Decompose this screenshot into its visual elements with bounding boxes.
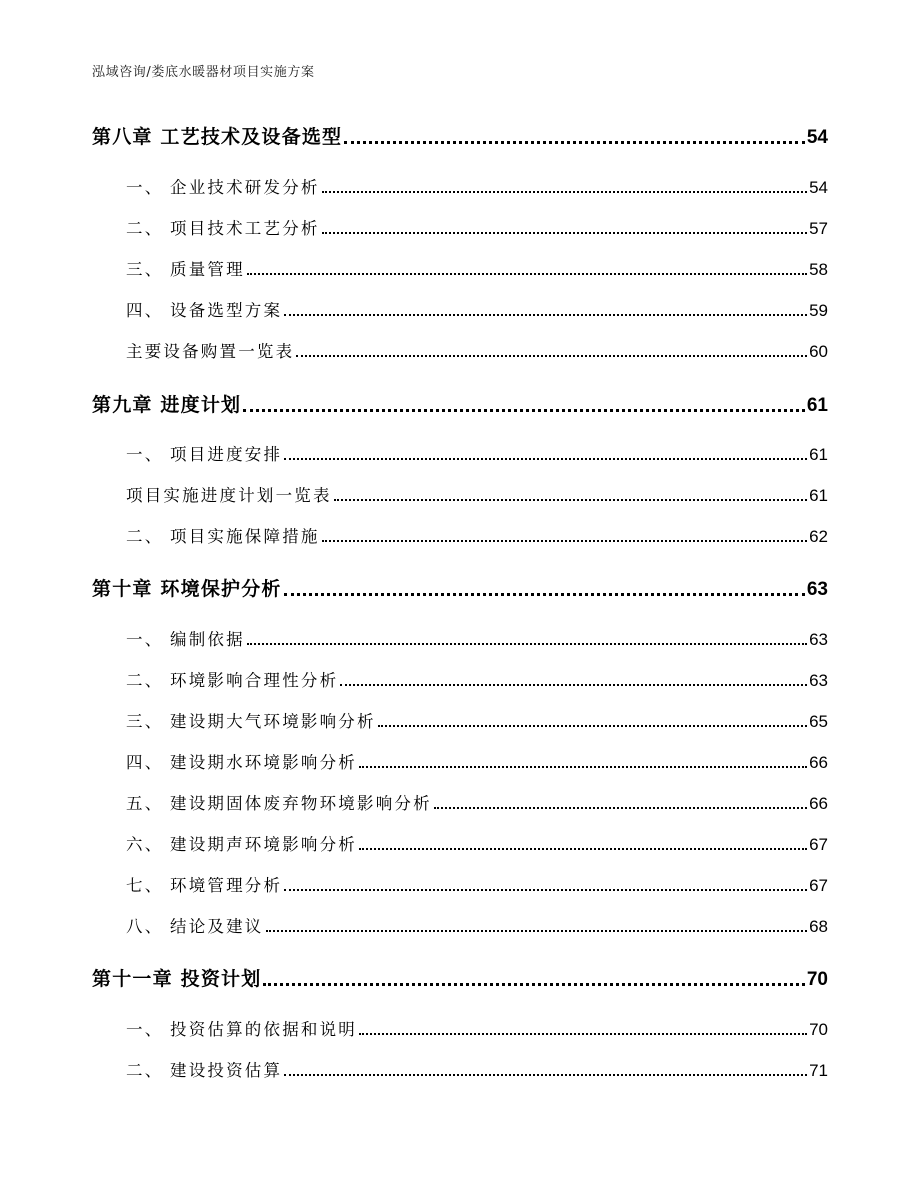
toc-entry-number: 三、 <box>126 712 164 731</box>
toc-entry-number: 二、 <box>126 671 164 690</box>
toc-entry-number: 四、 <box>126 753 164 772</box>
toc-section-entry[interactable] <box>126 667 828 691</box>
toc-section-entry[interactable] <box>126 338 828 362</box>
toc-page-number: 70 <box>809 1020 828 1039</box>
toc-dot-leader <box>284 593 805 596</box>
toc-section-entry[interactable] <box>126 523 828 547</box>
toc-page-number: 66 <box>809 794 828 813</box>
toc-section-entry[interactable] <box>126 1057 828 1081</box>
toc-entry-title: 第九章 进度计划 <box>92 394 242 416</box>
toc-dot-leader <box>378 725 807 727</box>
toc-section-entry[interactable] <box>126 708 828 732</box>
toc-dot-leader <box>359 766 807 768</box>
toc-section-entry[interactable] <box>126 749 828 773</box>
toc-page-number: 63 <box>809 630 828 649</box>
toc-chapter-entry[interactable] <box>92 122 828 149</box>
toc-chapter-entry[interactable] <box>92 964 828 991</box>
toc-entry-title: 环境管理分析 <box>170 876 283 895</box>
toc-section-entry[interactable] <box>126 441 828 465</box>
toc-entry-number: 二、 <box>126 527 164 546</box>
toc-dot-leader <box>284 314 807 316</box>
toc-entry-title: 第八章 工艺技术及设备选型 <box>92 126 343 148</box>
toc-entry-title: 企业技术研发分析 <box>170 178 320 197</box>
toc-page-number: 57 <box>809 219 828 238</box>
toc-dot-leader <box>322 191 807 193</box>
toc-section-entry[interactable] <box>126 215 828 239</box>
toc-entry-number: 一、 <box>126 445 164 464</box>
toc-dot-leader <box>243 409 805 412</box>
toc-page-number: 66 <box>809 753 828 772</box>
toc-page-number: 54 <box>806 127 828 148</box>
toc-page-number: 59 <box>809 301 828 320</box>
toc-dot-leader <box>263 983 804 986</box>
toc-dot-leader <box>284 889 807 891</box>
toc-page-number: 54 <box>809 178 828 197</box>
toc-entry-title: 建设期固体废弃物环境影响分析 <box>170 794 432 813</box>
toc-entry-number: 二、 <box>126 1061 164 1080</box>
toc-section-entry[interactable] <box>126 174 828 198</box>
toc-page-number: 63 <box>809 671 828 690</box>
toc-section-entry[interactable] <box>126 1016 828 1040</box>
toc-page-number: 61 <box>809 486 828 505</box>
toc-entry-title: 质量管理 <box>170 260 245 279</box>
toc-page-number: 68 <box>809 917 828 936</box>
toc-dot-leader <box>322 232 807 234</box>
toc-entry-number: 八、 <box>126 917 164 936</box>
toc-page-number: 65 <box>809 712 828 731</box>
toc-entry-number: 一、 <box>126 178 164 197</box>
toc-entry-title: 建设期水环境影响分析 <box>170 753 357 772</box>
toc-dot-leader <box>247 273 807 275</box>
toc-entry-title: 结论及建议 <box>170 917 264 936</box>
toc-dot-leader <box>284 1074 807 1076</box>
toc-entry-title: 项目进度安排 <box>170 445 283 464</box>
toc-entry-number: 一、 <box>126 1020 164 1039</box>
toc-entry-number: 六、 <box>126 835 164 854</box>
toc-entry-number: 一、 <box>126 630 164 649</box>
toc-section-entry[interactable] <box>126 297 828 321</box>
toc-dot-leader <box>359 848 807 850</box>
toc-entry-number: 二、 <box>126 219 164 238</box>
toc-entry-title: 第十章 环境保护分析 <box>92 578 282 600</box>
toc-page-number: 61 <box>806 395 828 416</box>
toc-page-number: 62 <box>809 527 828 546</box>
toc-entry-title: 投资估算的依据和说明 <box>170 1020 357 1039</box>
toc-entry-number: 五、 <box>126 794 164 813</box>
toc-dot-leader <box>322 540 807 542</box>
toc-dot-leader <box>296 355 807 357</box>
toc-page-number: 71 <box>809 1061 828 1080</box>
toc-entry-title: 建设期大气环境影响分析 <box>170 712 376 731</box>
toc-section-entry[interactable] <box>126 913 828 937</box>
toc-page-number: 63 <box>806 579 828 600</box>
toc-section-entry[interactable] <box>126 872 828 896</box>
toc-entry-title: 建设期声环境影响分析 <box>170 835 357 854</box>
toc-section-entry[interactable] <box>126 256 828 280</box>
toc-entry-title: 主要设备购置一览表 <box>126 342 295 361</box>
toc-page-number: 58 <box>809 260 828 279</box>
toc-section-entry[interactable] <box>126 626 828 650</box>
toc-entry-number: 七、 <box>126 876 164 895</box>
toc-section-entry[interactable] <box>126 790 828 814</box>
toc-entry-title: 第十一章 投资计划 <box>92 968 262 990</box>
toc-entry-title: 环境影响合理性分析 <box>170 671 339 690</box>
toc-entry-number: 三、 <box>126 260 164 279</box>
toc-dot-leader <box>434 807 807 809</box>
toc-entry-title: 建设投资估算 <box>170 1061 283 1080</box>
toc-dot-leader <box>340 684 807 686</box>
toc-page-number: 70 <box>806 969 828 990</box>
toc-entry-title: 项目实施进度计划一览表 <box>126 486 332 505</box>
toc-dot-leader <box>284 458 807 460</box>
toc-chapter-entry[interactable] <box>92 574 828 601</box>
toc-page-number: 61 <box>809 445 828 464</box>
toc-section-entry[interactable] <box>126 831 828 855</box>
toc-entry-title: 编制依据 <box>170 630 245 649</box>
toc-page-number: 67 <box>809 835 828 854</box>
toc-dot-leader <box>266 930 808 932</box>
toc-entry-title: 项目实施保障措施 <box>170 527 320 546</box>
toc-dot-leader <box>344 141 805 144</box>
toc-chapter-entry[interactable] <box>92 390 828 417</box>
toc-dot-leader <box>247 643 807 645</box>
toc-section-entry[interactable] <box>126 482 828 506</box>
toc-page-number: 67 <box>809 876 828 895</box>
toc-entry-title: 设备选型方案 <box>170 301 283 320</box>
toc-entry-title: 项目技术工艺分析 <box>170 219 320 238</box>
toc-page-number: 60 <box>809 342 828 361</box>
page-header: 泓域咨询/娄底水暖器材项目实施方案 <box>92 65 315 80</box>
toc-dot-leader <box>334 499 807 501</box>
toc-dot-leader <box>359 1033 807 1035</box>
toc-entry-number: 四、 <box>126 301 164 320</box>
